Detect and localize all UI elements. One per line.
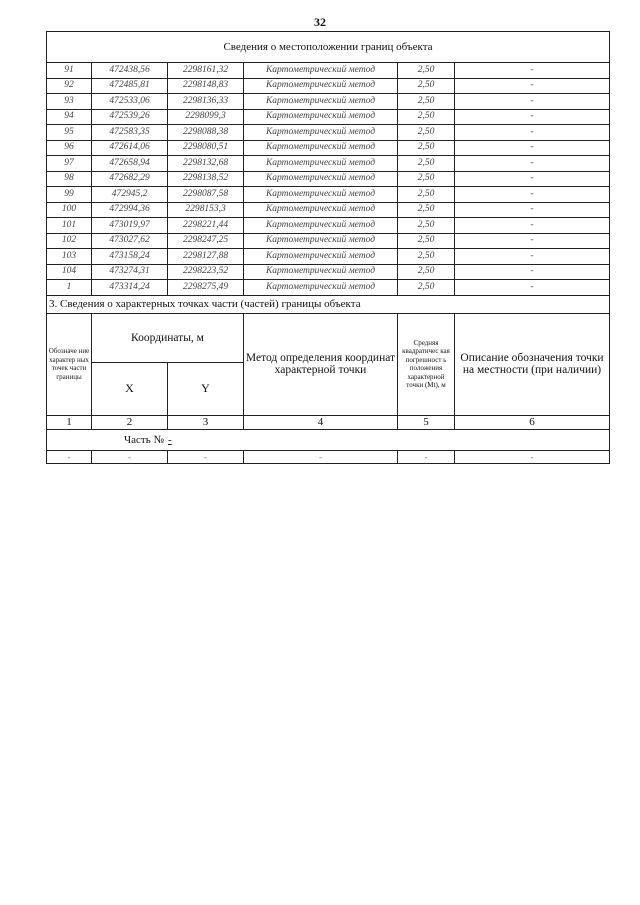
coord-x: 472682,29 bbox=[92, 171, 168, 187]
description-cell: - bbox=[455, 233, 610, 249]
empty-cell: - bbox=[398, 450, 455, 463]
description-cell: - bbox=[455, 202, 610, 218]
table-row bbox=[47, 125, 610, 141]
section1-title: Сведения о местоположении границ объекта bbox=[47, 32, 610, 63]
table-row bbox=[47, 233, 610, 249]
table-row bbox=[47, 450, 610, 463]
empty-cell: - bbox=[47, 450, 92, 463]
description-cell: - bbox=[455, 218, 610, 234]
table-row bbox=[47, 264, 610, 280]
point-number: 100 bbox=[47, 202, 92, 218]
point-number: 104 bbox=[47, 264, 92, 280]
accuracy-cell: 2,50 bbox=[398, 233, 455, 249]
point-number: 96 bbox=[47, 140, 92, 156]
point-number: 91 bbox=[47, 63, 92, 79]
method-cell: Картометрический метод bbox=[244, 78, 398, 94]
coord-x: 472658,94 bbox=[92, 156, 168, 172]
part-value: - bbox=[167, 433, 172, 446]
method-cell: Картометрический метод bbox=[244, 280, 398, 296]
description-cell: - bbox=[455, 171, 610, 187]
coord-y: 2298148,83 bbox=[168, 78, 244, 94]
coord-y: 2298088,38 bbox=[168, 125, 244, 141]
coord-x: 473019,97 bbox=[92, 218, 168, 234]
table-row bbox=[47, 187, 610, 203]
column-number: 5 bbox=[398, 415, 455, 429]
column-numbers-row bbox=[47, 415, 610, 429]
coord-x: 473027,62 bbox=[92, 233, 168, 249]
method-cell: Картометрический метод bbox=[244, 156, 398, 172]
table-row bbox=[47, 140, 610, 156]
accuracy-cell: 2,50 bbox=[398, 249, 455, 265]
coord-x: 472485,81 bbox=[92, 78, 168, 94]
accuracy-cell: 2,50 bbox=[398, 63, 455, 79]
method-cell: Картометрический метод bbox=[244, 140, 398, 156]
column-number: 2 bbox=[92, 415, 168, 429]
accuracy-cell: 2,50 bbox=[398, 264, 455, 280]
description-cell: - bbox=[455, 140, 610, 156]
point-number: 101 bbox=[47, 218, 92, 234]
coord-x: 472994,36 bbox=[92, 202, 168, 218]
header-coordinates: Координаты, м bbox=[92, 313, 244, 362]
page-number: 32 bbox=[314, 15, 326, 29]
coord-y: 2298080,51 bbox=[168, 140, 244, 156]
method-cell: Картометрический метод bbox=[244, 233, 398, 249]
coord-y: 2298221,44 bbox=[168, 218, 244, 234]
coord-x: 473274,31 bbox=[92, 264, 168, 280]
empty-cell: - bbox=[168, 450, 244, 463]
coord-x: 472438,56 bbox=[92, 63, 168, 79]
accuracy-cell: 2,50 bbox=[398, 202, 455, 218]
method-cell: Картометрический метод bbox=[244, 249, 398, 265]
table-row bbox=[47, 280, 610, 296]
accuracy-cell: 2,50 bbox=[398, 280, 455, 296]
coord-x: 472533,06 bbox=[92, 94, 168, 110]
point-number: 98 bbox=[47, 171, 92, 187]
table-row bbox=[47, 63, 610, 79]
method-cell: Картометрический метод bbox=[244, 218, 398, 234]
method-cell: Картометрический метод bbox=[244, 202, 398, 218]
description-cell: - bbox=[455, 264, 610, 280]
section3-title: 3. Сведения о характерных точках части (частей) границы объекта bbox=[47, 295, 610, 313]
header-accuracy: Средняя квадратичес кая погрешност ь положения характерной точки (Mt), м bbox=[398, 313, 455, 415]
table-row bbox=[47, 156, 610, 172]
description-cell: - bbox=[455, 63, 610, 79]
coord-y: 2298127,88 bbox=[168, 249, 244, 265]
description-cell: - bbox=[455, 109, 610, 125]
table-row bbox=[47, 218, 610, 234]
accuracy-cell: 2,50 bbox=[398, 94, 455, 110]
coord-y: 2298223,52 bbox=[168, 264, 244, 280]
description-cell: - bbox=[455, 78, 610, 94]
accuracy-cell: 2,50 bbox=[398, 156, 455, 172]
description-cell: - bbox=[455, 94, 610, 110]
boundary-table bbox=[46, 31, 610, 464]
point-number: 97 bbox=[47, 156, 92, 172]
point-number: 103 bbox=[47, 249, 92, 265]
point-number: 92 bbox=[47, 78, 92, 94]
empty-cell: - bbox=[455, 450, 610, 463]
accuracy-cell: 2,50 bbox=[398, 171, 455, 187]
coord-y: 2298087,58 bbox=[168, 187, 244, 203]
accuracy-cell: 2,50 bbox=[398, 78, 455, 94]
coord-x: 472539,26 bbox=[92, 109, 168, 125]
description-cell: - bbox=[455, 156, 610, 172]
table-row bbox=[47, 94, 610, 110]
column-number: 4 bbox=[244, 415, 398, 429]
table-row bbox=[47, 109, 610, 125]
section1-title-row bbox=[47, 32, 610, 63]
header-point-designation: Обозначе ние характер ных точек части границы bbox=[47, 313, 92, 415]
method-cell: Картометрический метод bbox=[244, 109, 398, 125]
method-cell: Картометрический метод bbox=[244, 63, 398, 79]
point-number: 1 bbox=[47, 280, 92, 296]
method-cell: Картометрический метод bbox=[244, 187, 398, 203]
header-x: X bbox=[92, 362, 168, 415]
point-number: 94 bbox=[47, 109, 92, 125]
coord-y: 2298138,52 bbox=[168, 171, 244, 187]
method-cell: Картометрический метод bbox=[244, 264, 398, 280]
method-cell: Картометрический метод bbox=[244, 94, 398, 110]
method-cell: Картометрический метод bbox=[244, 171, 398, 187]
coord-x: 473158,24 bbox=[92, 249, 168, 265]
coord-x: 472945,2 bbox=[92, 187, 168, 203]
description-cell: - bbox=[455, 249, 610, 265]
accuracy-cell: 2,50 bbox=[398, 187, 455, 203]
column-number: 3 bbox=[168, 415, 244, 429]
accuracy-cell: 2,50 bbox=[398, 140, 455, 156]
coord-y: 2298132,68 bbox=[168, 156, 244, 172]
description-cell: - bbox=[455, 280, 610, 296]
part-label-cell bbox=[47, 429, 610, 450]
header-method: Метод определения координат характерной точки bbox=[244, 313, 398, 415]
coord-x: 473314,24 bbox=[92, 280, 168, 296]
coord-y: 2298275,49 bbox=[168, 280, 244, 296]
header-row bbox=[47, 313, 610, 362]
coord-y: 2298161,32 bbox=[168, 63, 244, 79]
empty-cell: - bbox=[92, 450, 168, 463]
header-y: Y bbox=[168, 362, 244, 415]
accuracy-cell: 2,50 bbox=[398, 109, 455, 125]
section3-title-row bbox=[47, 295, 610, 313]
table-row bbox=[47, 249, 610, 265]
coord-y: 2298247,25 bbox=[168, 233, 244, 249]
table-row bbox=[47, 78, 610, 94]
coord-y: 2298099,3 bbox=[168, 109, 244, 125]
table-row bbox=[47, 171, 610, 187]
part-row bbox=[47, 429, 610, 450]
coord-y: 2298136,33 bbox=[168, 94, 244, 110]
point-number: 102 bbox=[47, 233, 92, 249]
part-label: Часть № bbox=[124, 433, 164, 446]
description-cell: - bbox=[455, 125, 610, 141]
coord-x: 472614,06 bbox=[92, 140, 168, 156]
point-number: 99 bbox=[47, 187, 92, 203]
column-number: 1 bbox=[47, 415, 92, 429]
method-cell: Картометрический метод bbox=[244, 125, 398, 141]
accuracy-cell: 2,50 bbox=[398, 125, 455, 141]
description-cell: - bbox=[455, 187, 610, 203]
header-description: Описание обозначения точки на местности (при наличии) bbox=[455, 313, 610, 415]
empty-cell: - bbox=[244, 450, 398, 463]
table-row bbox=[47, 202, 610, 218]
coord-x: 472583,35 bbox=[92, 125, 168, 141]
point-number: 95 bbox=[47, 125, 92, 141]
coord-y: 2298153,3 bbox=[168, 202, 244, 218]
point-number: 93 bbox=[47, 94, 92, 110]
accuracy-cell: 2,50 bbox=[398, 218, 455, 234]
column-number: 6 bbox=[455, 415, 610, 429]
